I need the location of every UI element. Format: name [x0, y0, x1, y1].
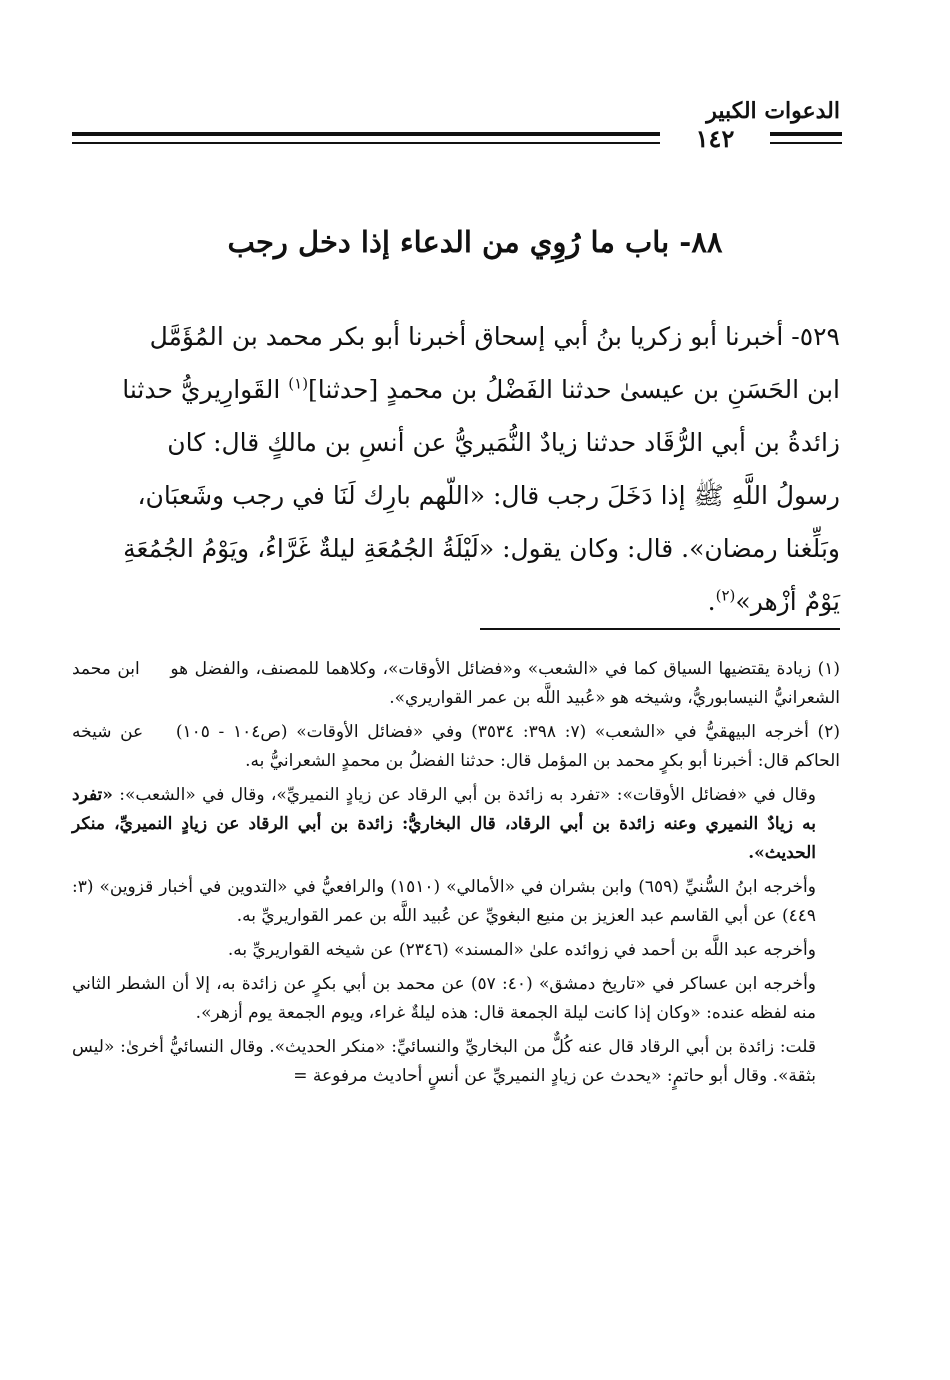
hadith-line: يَوْمٌ أزْهر»$^{(٢)}$.	[707, 586, 840, 616]
footnote-separator	[480, 628, 840, 630]
footnote-2-paragraph: قلت: زائدة بن أبي الرقاد قال عنه كُلٌّ من البخاريِّ والنسائيِّ: «منكر الحديث». وقال النسائيُّ أخرىٰ: «ليس بثقة». وقال أبو حاتمٍ: «يحدث عن زيادٍ النميريِّ عن أنسٍ أحاديث مرفوعة =	[72, 1037, 816, 1086]
page-number-rule-bottom	[780, 142, 842, 144]
hadith-line: زائدةُ بن أبي الرُّقَاد حدثنا زيادٌ النُّمَيريُّ عن أنسِ بن مالكٍ قال: كان	[167, 428, 840, 457]
running-header-title: الدعوات الكبير	[706, 98, 840, 124]
footnotes	[72, 655, 840, 1096]
page-number: ١٤٢	[660, 124, 770, 153]
hadith-line: ابن الحَسَنِ بن عيسىٰ حدثنا الفَضْلُ بن محمدٍ [حدثنا]$^{(١)}$ القَوارِيريُّ حدثنا	[122, 374, 840, 404]
chapter-title: ٨٨- باب ما رُوِي من الدعاء إذا دخل رجب	[227, 225, 723, 259]
footnote-ref-1: (١)	[288, 374, 309, 393]
hadith-line: وبَلِّغنا رمضان». قال: وكان يقول: «لَيْلَةُ الجُمُعَةِ ليلةٌ غَرَّاءُ، ويَوْمُ الجُمُعَةِ	[123, 534, 840, 563]
footnote-1: (١) زيادة يقتضيها السياق كما في «الشعب» و«فضائل الأوقات»، وكلاهما للمصنف، والفضل هو ابن محمد الشعرانيُّ النيسابوريُّ، وشيخه هو «عُبيد اللَّه بن عمر القواريري».	[72, 659, 840, 708]
page-number-rule-top	[780, 132, 842, 136]
footnote-2: (٢) أخرجه البيهقيُّ في «الشعب» (٧: ٣٩٨: ٣٥٣٤) وفي «فضائل الأوقات» (ص١٠٤ - ١٠٥) عن شيخه الحاكم قال: أخبرنا أبو بكرٍ محمد بن المؤمل قال: حدثنا الفضلُ بن محمدٍ الشعرانيُّ به.	[72, 722, 840, 771]
footnote-2-paragraph: وأخرجه ابن عساكر في «تاريخ دمشق» (٤٠: ٥٧) عن محمد بن أبي بكرٍ عن زائدة به، إلا أن الشطر الثاني منه لفظه عنده: «وكان إذا كانت ليلة الجمعة قال: هذه ليلةٌ غراء، ويوم الجمعة يوم أزهر».	[72, 974, 817, 1023]
hadith-line: رسولُ اللَّهِ ﷺ إذا دَخَلَ رجب قال: «اللّهم بارِك لَنَا في رجب وشَعبَان،	[137, 481, 840, 510]
footnote-2-paragraph: وأخرجه عبد اللَّه بن أحمد في زوائده علىٰ «المسند» (٢٣٤٦) عن شيخه القواريريِّ به.	[227, 940, 816, 960]
hadith-line: ٥٢٩- أخبرنا أبو زكريا بنُ أبي إسحاق أخبرنا أبو بكر محمد بن المُؤَمَّل	[149, 322, 840, 351]
footnote-2-paragraph: وأخرجه ابنُ السُّنيِّ (٦٥٩) وابن بشران في «الأمالي» (١٥١٠) والرافعيُّ في «التدوين في أخبار قزوين» (٣: ٤٤٩) عن أبي القاسم عبد العزيز بن منيع البغويِّ عن عُبيد اللَّه بن عمر القواريريِّ به.	[72, 877, 816, 926]
hadith-text	[92, 310, 840, 628]
footnote-2-paragraph: وقال في «فضائل الأوقات»: «تفرد به زائدة بن أبي الرقاد عن زيادٍ النميريِّ»، وقال في «الشعب»: «تفرد به زيادٌ النميري وعنه زائدة بن أبي الرقاد، قال البخاريُّ: زائدة بن أبي الرقاد عن زيادٍ النميريِّ، منكر الحديث».	[72, 785, 816, 863]
footnote-ref-2: (٢)	[715, 586, 736, 605]
